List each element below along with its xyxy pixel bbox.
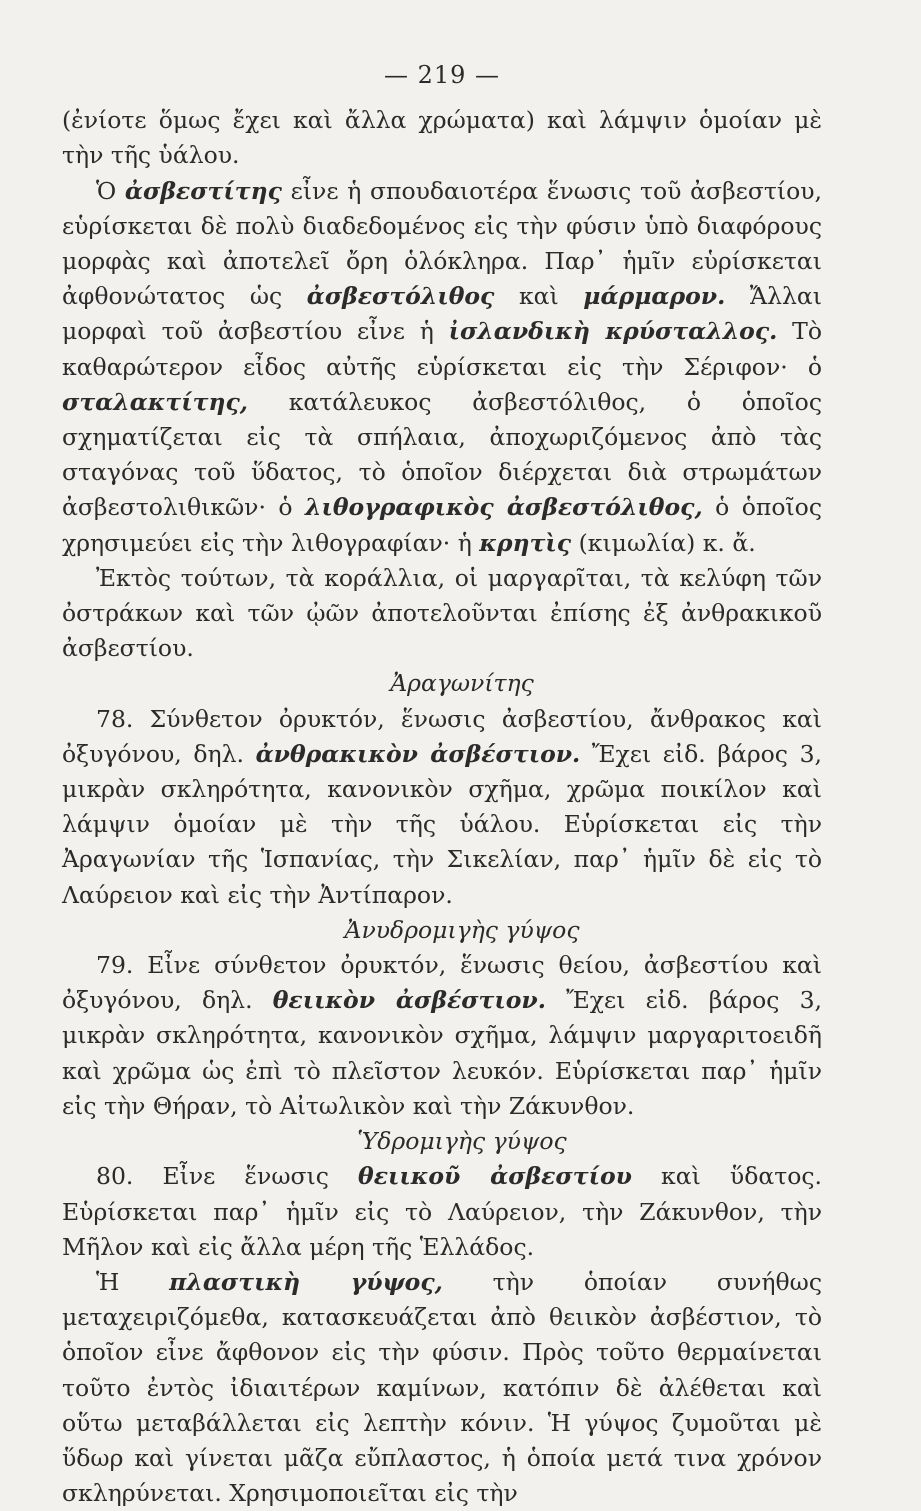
text: Τὸ καθαρώτερον εἶδος αὐτῆς εὑρίσκεται εἰς τὴν Σέριφον· ὁ [62, 317, 822, 381]
paragraph-80 [62, 1159, 822, 1265]
term-lithographic-limestone: λιθογραφικὸς ἀσβεστόλιθος, [305, 493, 703, 522]
term-marble: μάρμαρον. [583, 282, 726, 311]
paragraph-calcite [62, 174, 822, 561]
term-stalactite: σταλακτίτης, [62, 387, 248, 416]
term-plaster: πλαστικὴ γύψος, [169, 1267, 443, 1296]
text: (κιμωλία) κ. ἄ. [571, 528, 756, 557]
page [62, 58, 822, 1511]
text: καὶ [494, 282, 584, 311]
term-limestone: ἀσβεστόλιθος [306, 282, 495, 311]
term-chalk: κρητὶς [479, 528, 572, 557]
text: ὁ ὁποῖος χρησιμεύει εἰς τὴν λιθογραφίαν· ἡ [62, 493, 822, 557]
text: 79. Εἶνε σύνθετον ὀρυκτόν, ἕνωσις θείου, ἀσβεστίου καὶ ὀξυγόνου, δηλ. [62, 951, 822, 1015]
term-iceland-spar: ἰσλανδικὴ κρύσταλλος. [448, 317, 778, 346]
paragraph-plaster [62, 1265, 822, 1511]
text: 78. Σύνθετον ὀρυκτόν, ἕνωσις ἀσβεστίου, ἄνθρακος καὶ ὀξυγόνου, δηλ. [62, 704, 822, 768]
heading-aragonite: Ἀραγωνίτης [390, 669, 534, 698]
heading-anhydrite: Ἀνυδρομιγὴς γύψος [344, 915, 580, 944]
paragraph-corals: Ἐκτὸς τούτων, τὰ κοράλλια, οἱ μαργαρῖται, τὰ κελύφη τῶν ὀστράκων καὶ τῶν ᾠῶν ἀποτελοῦνται ἐπίσης ἐξ ἀνθρακικοῦ ἀσβεστίου. [62, 563, 822, 663]
text: εἶνε ἡ σπουδαιοτέρα ἕνωσις τοῦ ἀσβεστίου, εὑρίσκεται δὲ πολὺ διαδεδομένος εἰς τὴν φύσιν ὑπὸ διαφόρους μορφὰς καὶ ἀποτελεῖ ὄρη ὁλόκληρα. Παρ᾿ ἡμῖν εὑρίσκεται ἀφθονώτατος ὡς [62, 176, 822, 311]
text: Ἔχει εἰδ. βάρος 3, μικρὰν σκληρότητα, κανονικὸν σχῆμα, λάμψιν μαργαριτοειδῆ καὶ χρῶμα ὡς ἐπὶ τὸ πλεῖστον λευκόν. Εὑρίσκεται παρ᾿ ἡμῖν εἰς τὴν Θήραν, τὸ Αἰτωλικὸν καὶ τὴν Ζάκυνθον. [62, 986, 822, 1120]
text: καὶ ὕδατος. Εὑρίσκεται παρ᾿ ἡμῖν εἰς τὸ Λαύρειον, τὴν Ζάκυνθον, τὴν Μῆλον καὶ εἰς ἄλλα μέρη τῆς Ἑλλάδος. [62, 1162, 823, 1261]
text: τὴν ὁποίαν συνήθως μεταχειριζόμεθα, κατασκευάζεται ἀπὸ θειικὸν ἀσβέστιον, τὸ ὁποῖον εἶνε ἄφθονον εἰς τὴν φύσιν. Πρὸς τοῦτο θερμαίνεται τοῦτο ἐντὸς ἰδιαιτέρων καμίνων, κατόπιν δὲ ἀλέθεται καὶ οὕτω μεταβάλλεται εἰς λεπτὴν κόνιν. Ἡ γύψος ζυμοῦται μὲ ὕδωρ καὶ γίνεται μᾶζα εὔπλαστος, ἡ ὁποία μετά τινα χρόνον σκληρύνεται. Χρησιμοποιεῖται εἰς τὴν [62, 1267, 822, 1508]
term-calcite: ἀσβεστίτης [124, 176, 282, 205]
term-calcium-sulfate: θειικὸν ἀσβέστιον. [272, 986, 546, 1015]
term-calcium-carbonate: ἀνθρακικὸν ἀσβέστιον. [255, 739, 581, 768]
text: 80. Εἶνε ἕνωσις [96, 1162, 359, 1191]
text: Ἄλλαι μορφαὶ τοῦ ἀσβεστίου εἶνε ἡ [62, 282, 822, 346]
page-number: — 219 — [383, 61, 501, 89]
text: Ἔχει εἰδ. βάρος 3, μικρὰν σκληρότητα, κανονικὸν σχῆμα, χρῶμα ποικίλον καὶ λάμψιν ὁμοίαν μὲ τὴν τῆς ὑάλου. Εὑρίσκεται εἰς τὴν Ἀραγωνίαν τῆς Ἱσπανίας, τὴν Σικελίαν, παρ᾿ ἡμῖν δὲ εἰς τὸ Λαύρειον καὶ εἰς τὴν Ἀντίπαρον. [62, 739, 823, 909]
text: Ἡ [96, 1267, 170, 1296]
paragraph-79 [62, 948, 822, 1124]
paragraph-1: (ἐνίοτε ὅμως ἔχει καὶ ἄλλα χρώματα) καὶ λάμψιν ὁμοίαν μὲ τὴν τῆς ὑάλου. [62, 106, 822, 170]
heading-gypsum: Ὑδρομιγὴς γύψος [357, 1127, 567, 1156]
paragraph-78 [62, 702, 822, 913]
term-calcium-sulfate-2: θειικοῦ ἀσβεστίου [358, 1162, 632, 1191]
text: Ὁ [96, 176, 125, 205]
text: κατάλευκος ἀσβεστόλιθος, ὁ ὁποῖος σχηματίζεται εἰς τὰ σπήλαια, ἀποχωριζόμενος ἀπὸ τὰς σταγόνας τοῦ ὕδατος, τὸ ὁποῖον διέρχεται διὰ στρωμάτων ἀσβεστολιθικῶν· ὁ [62, 387, 822, 522]
